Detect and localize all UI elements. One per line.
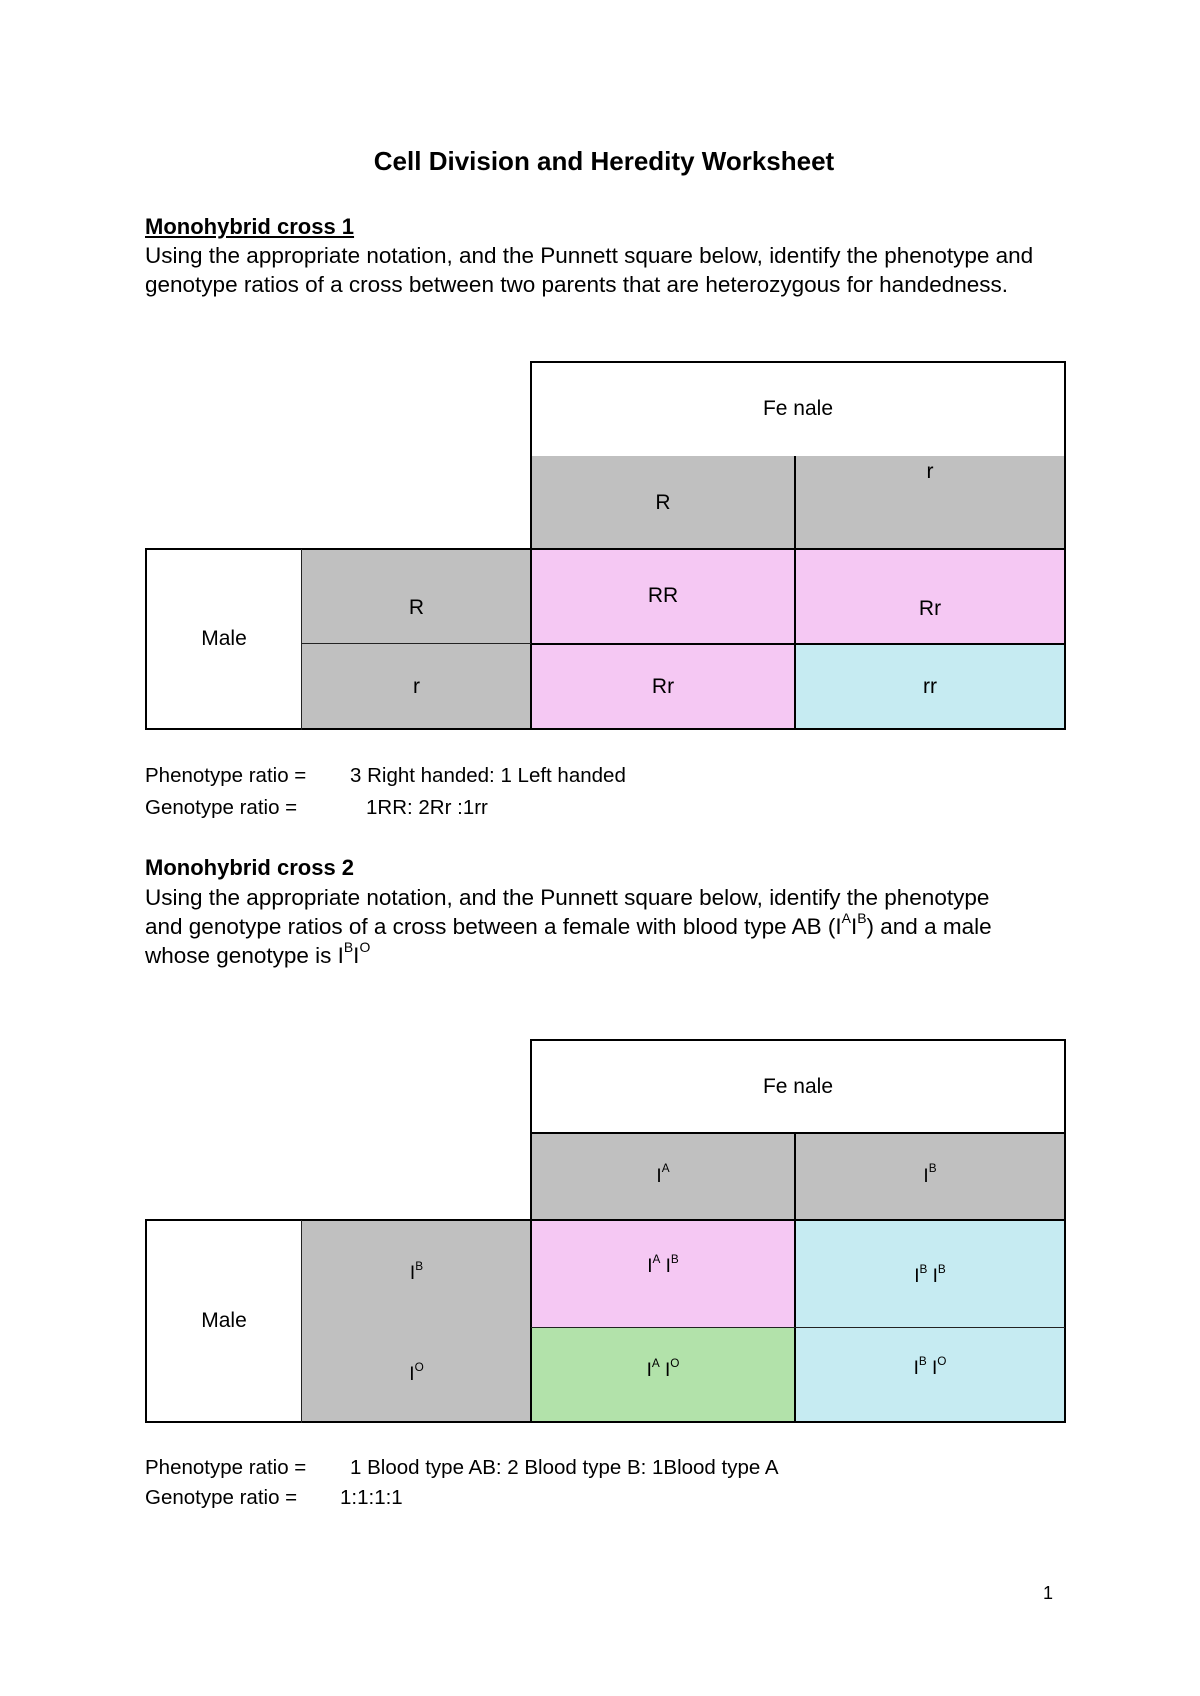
- offspring-genotype: rr: [923, 674, 937, 698]
- cross2-phenotype-ratio: [145, 1456, 779, 1480]
- genotype-value: 1RR: 2Rr :1rr: [366, 796, 488, 819]
- superscript: O: [414, 1360, 424, 1374]
- superscript: B: [670, 1252, 679, 1266]
- superscript: B: [415, 1259, 424, 1273]
- instructions-line: [145, 912, 1075, 941]
- female-label-2: Fe nale: [762, 1074, 834, 1098]
- allele-base: I: [409, 1364, 415, 1385]
- instructions-line: [145, 941, 1075, 970]
- text-run: whose genotype is I: [145, 943, 344, 968]
- genotype-label: Genotype ratio =: [145, 796, 298, 819]
- grid-line: [531, 1327, 1065, 1328]
- cross2-genotype-ratio: [145, 1486, 403, 1510]
- superscript: B: [343, 939, 354, 956]
- offspring-genotype: RR: [647, 583, 679, 607]
- grid-line: [794, 456, 796, 730]
- text-run: I: [850, 914, 858, 939]
- text-run: and genotype ratios of a cross between a female with blood type AB (I: [145, 914, 842, 939]
- grid-line: [530, 1219, 1066, 1221]
- phenotype-label: Phenotype ratio =: [145, 764, 307, 787]
- page-number: 1: [1043, 1583, 1054, 1603]
- superscript: A: [841, 910, 851, 927]
- superscript: O: [937, 1354, 947, 1368]
- allele-base: I: [931, 1358, 938, 1379]
- grid-line: [794, 1133, 796, 1423]
- grid-line: [302, 643, 531, 644]
- grid-line: [530, 1132, 1066, 1134]
- grid-line: [530, 548, 1066, 550]
- cross2-instructions: [145, 883, 1075, 970]
- superscript: B: [918, 1354, 927, 1368]
- grid-border: [145, 1219, 532, 1423]
- allele-base: I: [656, 1165, 662, 1187]
- allele-base: I: [647, 1256, 653, 1277]
- grid-line: [301, 549, 302, 730]
- grid-border: [530, 1039, 1066, 1423]
- text-run: I: [353, 943, 360, 968]
- grid-line: [301, 1220, 302, 1423]
- genotype-label: Genotype ratio =: [145, 1486, 298, 1509]
- superscript: B: [928, 1162, 937, 1176]
- cross1-heading: Monohybrid cross 1: [145, 214, 355, 239]
- male-label-2: Male: [201, 1309, 247, 1332]
- cross1-genotype-ratio: [145, 796, 488, 820]
- superscript: A: [661, 1162, 670, 1176]
- text-run: ) and a male: [866, 914, 992, 939]
- allele-base: I: [914, 1266, 920, 1287]
- superscript: A: [652, 1252, 661, 1266]
- offspring-genotype: Rr: [651, 674, 675, 698]
- male-allele-label: r: [413, 674, 420, 698]
- allele-base: I: [646, 1360, 652, 1381]
- grid-line: [531, 643, 1065, 645]
- allele-base: I: [913, 1358, 919, 1379]
- cross2-heading: Monohybrid cross 2: [145, 855, 355, 880]
- allele-base: I: [923, 1165, 929, 1187]
- grid-border: [530, 361, 1066, 730]
- phenotype-value: 3 Right handed: 1 Left handed: [350, 764, 626, 787]
- superscript: B: [937, 1262, 946, 1276]
- male-allele-label: R: [408, 595, 425, 619]
- female-allele-label: R: [655, 490, 671, 514]
- superscript: B: [857, 910, 867, 927]
- page-title: Cell Division and Heredity Worksheet: [373, 146, 835, 176]
- superscript: B: [919, 1262, 928, 1276]
- female-allele-label: r: [926, 460, 934, 483]
- cross1-phenotype-ratio: [145, 764, 626, 788]
- superscript: O: [359, 939, 371, 956]
- genotype-value: 1:1:1:1: [340, 1486, 403, 1509]
- instructions-line: Using the appropriate notation, and the Punnett square below, identify the phenotype: [145, 885, 990, 910]
- superscript: A: [651, 1356, 660, 1370]
- allele-base: I: [409, 1263, 416, 1284]
- female-label-1: Fe nale: [762, 397, 834, 420]
- offspring-genotype: Rr: [918, 596, 942, 620]
- superscript: O: [670, 1356, 680, 1370]
- cross1-instructions: Using the appropriate notation, and the Punnett square below, identify the phenotype and genotype ratios of a cross between two parents that are heterozygous for handedness.: [145, 243, 1034, 297]
- allele-base: I: [932, 1266, 938, 1287]
- allele-base: I: [665, 1256, 671, 1277]
- male-label-1: Male: [201, 627, 247, 650]
- allele-base: I: [664, 1360, 671, 1381]
- phenotype-label: Phenotype ratio =: [145, 1456, 307, 1479]
- grid-border: [145, 548, 532, 730]
- phenotype-value: 1 Blood type AB: 2 Blood type B: 1Blood type A: [350, 1456, 779, 1479]
